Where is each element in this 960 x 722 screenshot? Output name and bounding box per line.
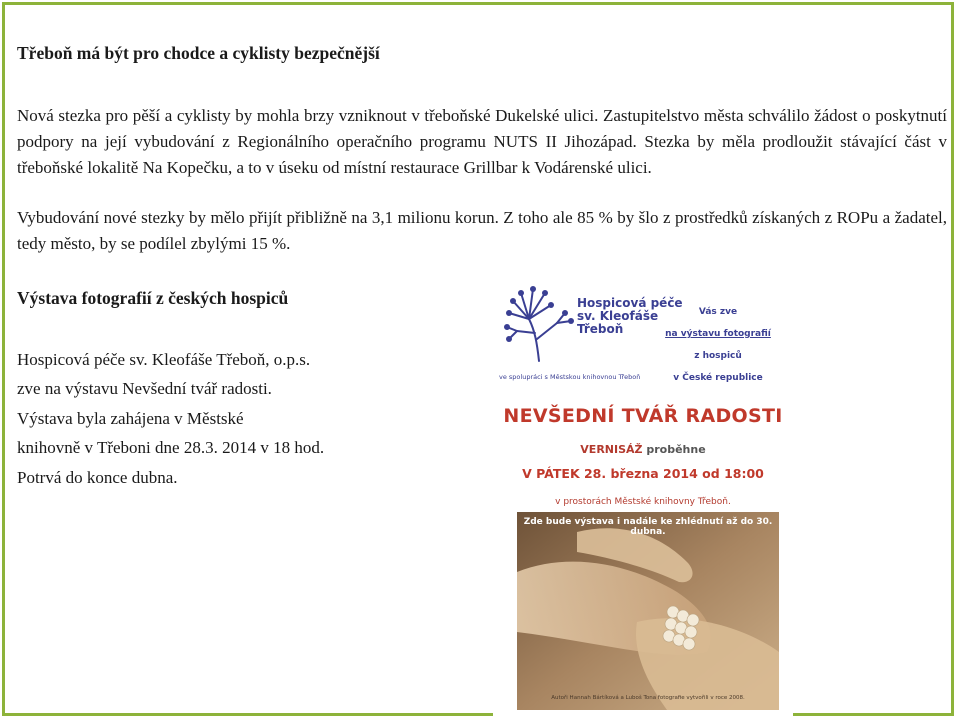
event-place: v prostorách Městské knihovny Třeboň. [555,497,731,507]
article-paragraph-1: Nová stezka pro pěší a cyklisty by mohla brzy vzniknout v třeboňské Dukelské ulici. Zastupitelstvo města schválilo žádost o poskytnutí podpory na její vybudování z Regionálního operačního programu NUTS II Jihozápad. Stezka by měla prodloužit stávající část v třeboňské lokalitě Na Kopečku, a to v úseku od místní restaurace Grillbar k Vodárenské ulici. [17,106,947,177]
vernissage [493,443,793,456]
document-page [2,2,954,716]
exhibition-line: Potrvá do konce dubna. [17,467,178,487]
photo-note: Zde bude výstava i nadále ke zhlédnutí až do 30. dubna. [523,517,773,537]
exhibition-text [17,345,324,492]
dandelion-logo-icon [499,283,585,363]
vernissage-rest: proběhne [646,443,706,456]
article-heading-exhibition: Výstava fotografií z českých hospiců [17,288,289,308]
invite-line: Vás zve [698,307,738,317]
exhibition-line: Hospicová péče sv. Kleofáše Třeboň, o.p.s. [17,350,311,369]
logo-line: Hospicová péče [577,296,683,310]
cooperation-note: ve spolupráci s Městskou knihovnou Třeboň [499,373,641,381]
invitation [663,301,773,389]
exhibition-line: knihovně v Třeboni dne 28.3. 2014 v 18 hod. [17,438,325,458]
exhibition-line: Výstava byla zahájena v Městské [17,408,244,428]
event-date: V PÁTEK 28. března 2014 od 18:00 [522,466,764,481]
exhibition-line: zve na výstavu Nevšední tvář radosti. [17,379,272,399]
logo-line: Třeboň [577,322,624,336]
invite-line: na výstavu fotografií [665,329,771,339]
poster-title: NEVŠEDNÍ TVÁŘ RADOSTI [503,405,783,427]
photo-credit: Autoři Hannah Bártíková a Luboš Tona fotografie vytvořili v roce 2008. [551,695,745,701]
hands-photo [517,512,779,710]
invite-line: v České republice [673,373,763,383]
article-heading-trebon: Třeboň má být pro chodce a cyklisty bezpečnější [17,43,380,63]
logo-line: sv. Kleofáše [577,309,659,323]
hands-image [517,512,779,710]
exhibition-poster [493,275,793,720]
invite-line: z hospiců [694,351,742,361]
vernissage-label: VERNISÁŽ [580,443,643,456]
article-paragraph-2: Vybudování nové stezky by mělo přijít přibližně na 3,1 milionu korun. Z toho ale 85 % by šlo z prostředků získaných z ROPu a žadatel, tedy město, by se podílel zbylými 15 %. [17,208,947,253]
